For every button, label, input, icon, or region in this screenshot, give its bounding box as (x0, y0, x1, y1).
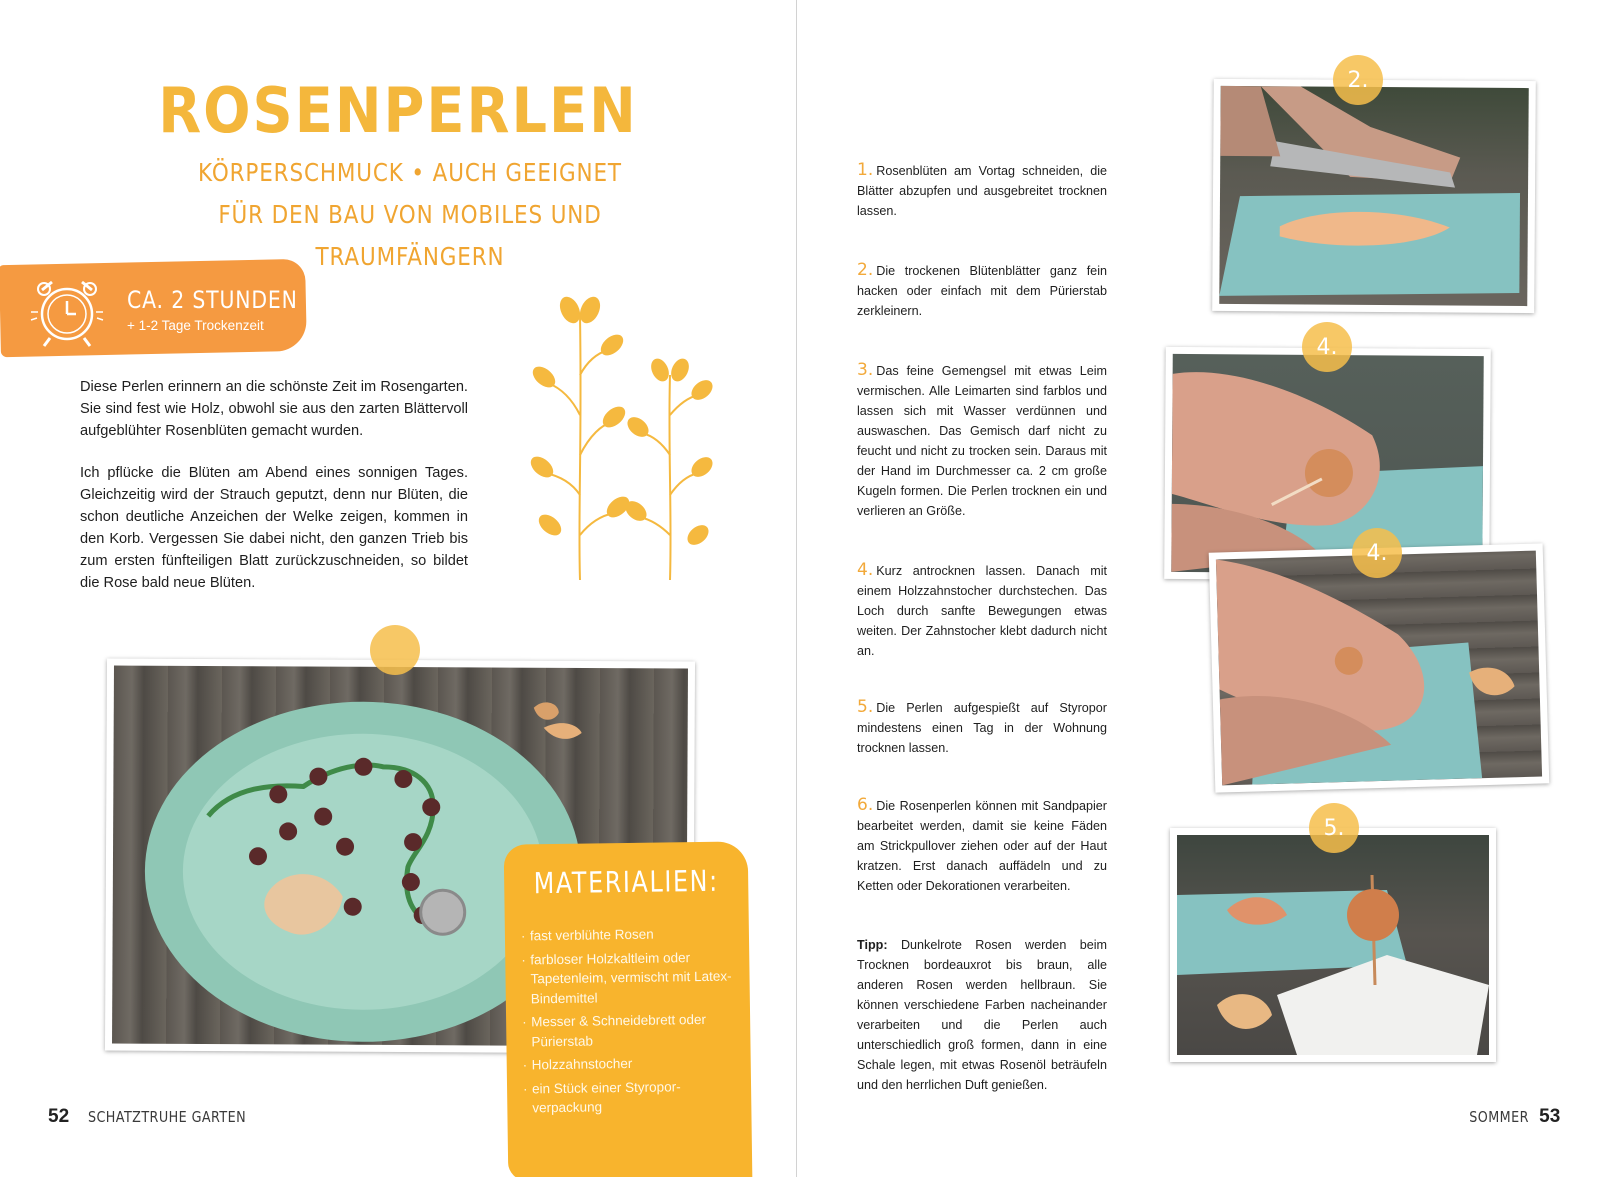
intro-text (80, 376, 468, 614)
left-page (0, 0, 797, 1177)
step-text: Das feine Gemengsel mit etwas Leim vermischen. Alle Leimarten sind farblos und lassen sich mit Wasser verdünnen und auswaschen. Das Gemisch darf nicht zu feucht und nicht zu trocken sein. Daraus mit der Hand im Durchmesser ca. 2 cm große Kugeln formen. Die Perlen trocknen ein und verlieren an Größe. (857, 364, 1107, 518)
step-number: 1. (857, 160, 874, 180)
page-subtitle: KÖRPERSCHMUCK • AUCH GEEIGNET FÜR DEN BAU VON MOBILES UND TRAUMFÄNGERN (198, 158, 622, 271)
step-4 (857, 560, 1107, 661)
materials-list (521, 924, 738, 1122)
materials-item: · Messer & Schneidebrett oder Pürierstab (522, 1009, 737, 1051)
step-text: Die Perlen aufgespießt auf Styropor mindestens einen Tag in der Wohnung trocknen lassen. (857, 701, 1107, 755)
step-5 (857, 697, 1107, 758)
folio-left (48, 1106, 260, 1128)
time-sub: + 1-2 Tage Trockenzeit (127, 318, 264, 333)
step-text: Die trockenen Blütenblätter ganz fein hacken oder einfach mit dem Pürierstab zerkleinern. (857, 264, 1107, 318)
materials-heading: MATERIALIEN: (533, 863, 719, 901)
intro-paragraph: Ich pflücke die Blüten am Abend eines sonnigen Tages. Gleichzeitig wird der Strauch geputzt, denn nur Blüten, die schon deutliche Anzeichen der Welke zeigen, kommen in den Korb. Vergessen Sie dabei nicht, den ganzen Trieb bis zum ersten fünfteiligen Blatt zurückzuschneiden, so bildet die Rose bald neue Blüten. (80, 465, 468, 591)
step-badge: 2. (1333, 55, 1383, 105)
step-photo-2 (1212, 79, 1536, 313)
step-2 (857, 260, 1107, 321)
step-text: Rosenblüten am Vortag schneiden, die Blätter abzupfen und ausgebreitet trocknen lassen. (857, 164, 1107, 218)
time-label: CA. 2 STUNDEN (127, 286, 298, 314)
photo-pin (370, 625, 420, 675)
right-page (797, 0, 1600, 1177)
step-1 (857, 160, 1107, 221)
step-photo-5 (1170, 828, 1496, 1062)
step-badge: 5. (1309, 803, 1359, 853)
materials-item: · ein Stück einer Styropor-verpackung (523, 1076, 738, 1118)
step-number: 2. (857, 260, 874, 280)
step-number: 4. (857, 560, 874, 580)
materials-item: · Holzzahnstocher (523, 1052, 737, 1074)
alarm-clock-icon (28, 272, 106, 350)
tip (857, 935, 1107, 1095)
step-text: Die Rosenperlen können mit Sandpapier bearbeitet werden, damit sie keine Fäden am Strickpullover ziehen oder auf der Haut kratzen. Erst danach auffädeln und zu Ketten oder Dekorationen verarbeiten. (857, 799, 1107, 893)
step-text: Kurz antrocknen lassen. Danach mit einem Holzzahnstocher durchstechen. Das Loch durch sanfte Bewegungen etwas weiten. Der Zahnstocher klebt dadurch nicht an. (857, 564, 1107, 658)
materials-box (504, 841, 753, 1177)
step-3 (857, 360, 1107, 521)
materials-item: · farbloser Holzkaltleim oder Tapetenleim, vermischt mit Latex-Bindemittel (521, 947, 736, 1008)
step-badge: 4. (1302, 322, 1352, 372)
running-title: SCHATZTRUHE GARTEN (88, 1108, 247, 1126)
page-number: 52 (48, 1106, 70, 1127)
step-6 (857, 795, 1107, 896)
step-number: 3. (857, 360, 874, 380)
step-number: 5. (857, 697, 874, 717)
tip-label: Tipp: (857, 938, 888, 952)
page-number: 53 (1539, 1106, 1561, 1127)
step-photo-4b (1209, 543, 1550, 792)
intro-paragraph: Diese Perlen erinnern an die schönste Zeit im Rosengarten. Sie sind fest wie Holz, obwohl sie aus den zarten Blättervoll aufgeblühter Rosenblüten gemacht wurden. (80, 379, 468, 439)
step-badge: 4. (1352, 528, 1402, 578)
folio-right (1464, 1106, 1560, 1128)
running-title: SOMMER (1469, 1108, 1529, 1126)
tip-text: Dunkelrote Rosen werden beim Trocknen bordeauxrot bis braun, alle anderen Rosen werden hellbraun. Sie können verschiedene Farben nacheinander verarbeiten und die Perlen auch unterschiedlich groß formen, dann in eine Schale legen, mit etwas Rosenöl beträufeln und den herrlichen Duft genießen. (857, 938, 1108, 1092)
page-title: ROSENPERLEN (158, 74, 638, 147)
materials-item: · fast verblühte Rosen (521, 924, 735, 946)
plant-illustration (530, 295, 720, 595)
step-number: 6. (857, 795, 874, 815)
